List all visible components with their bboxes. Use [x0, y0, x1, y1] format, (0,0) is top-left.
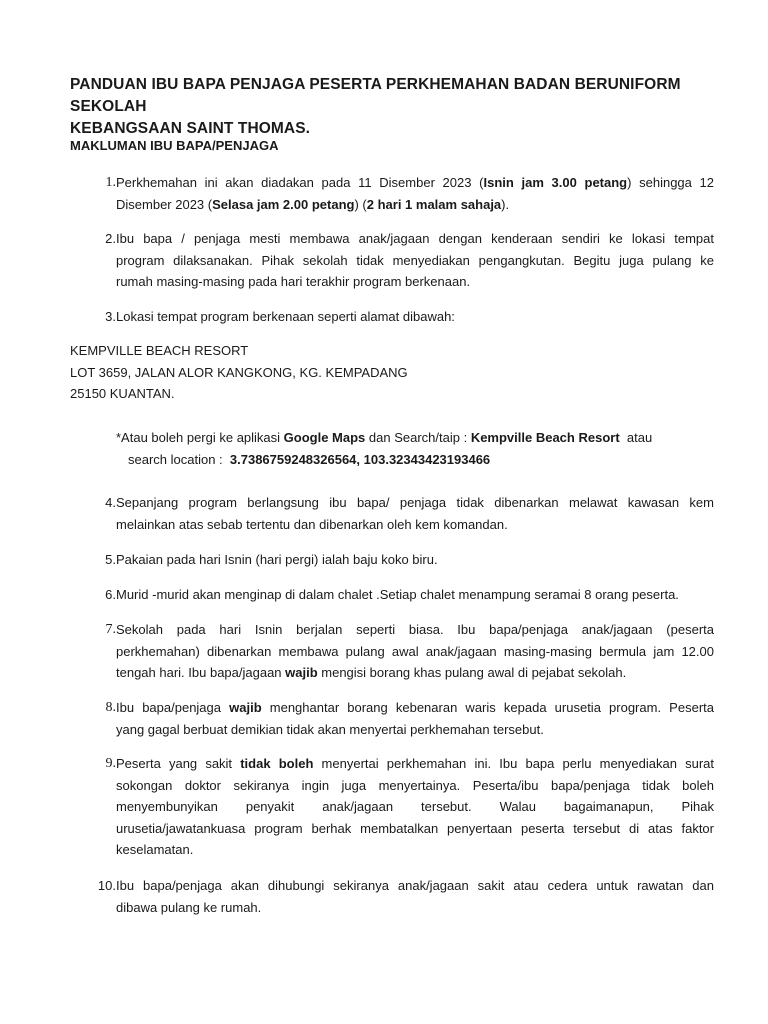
title-line-1: PANDUAN IBU BAPA PENJAGA PESERTA PERKHEMAHAN BADAN BERUNIFORM SEKOLAH [70, 76, 681, 115]
section-heading: MAKLUMAN IBU BAPA/PENJAGA [70, 138, 279, 153]
list-item-10 [70, 875, 714, 918]
note-line-1: *Atau boleh pergi ke aplikasi Google Maps dan Search/taip : Kempville Beach Resort atau [116, 430, 653, 445]
emphasis-text: wajib [285, 665, 318, 680]
emphasis-text: Kempville Beach Resort [470, 430, 620, 445]
item-text: Sepanjang program berlangsung ibu bapa/ penjaga tidak dibenarkan melawat kawasan kem melainkan atas sebab tertentu dan dibenarkan oleh kem komandan. [116, 495, 714, 532]
location-note [116, 427, 652, 471]
title-line-2: KEBANGSAAN SAINT THOMAS. [70, 120, 311, 137]
document-title [70, 74, 720, 140]
list-item-2 [70, 228, 714, 293]
address-line-2: LOT 3659, JALAN ALOR KANGKONG, KG. KEMPADANG [70, 364, 408, 380]
list-item-4 [70, 492, 714, 535]
emphasis-text: wajib [229, 700, 262, 715]
address-line-3: 25150 KUANTAN. [70, 386, 175, 401]
gps-coordinates: 3.7386759248326564, 103.32343423193466 [229, 452, 491, 467]
item-number: 2. [105, 231, 116, 246]
item-number: 4. [105, 495, 116, 510]
note-line-2: search location : 3.7386759248326564, 103.32343423193466 [128, 452, 491, 467]
item-text: Lokasi tempat program berkenaan seperti alamat dibawah: [116, 309, 455, 324]
item-text: Perkhemahan ini akan diadakan pada 11 Disember 2023 (Isnin jam 3.00 petang) sehingga 12 Disember 2023 (Selasa jam 2.00 petang) (2 hari 1 malam sahaja). [116, 175, 715, 212]
emphasis-text: 2 hari 1 malam sahaja [366, 196, 502, 212]
item-text: Ibu bapa/penjaga wajib menghantar borang kebenaran waris kepada urusetia program. Peserta yang gagal berbuat demikian tidak akan menyertai perkhemahan tersebut. [116, 700, 714, 737]
list-item-8 [70, 697, 714, 740]
emphasis-text: Selasa jam 2.00 petang [212, 196, 355, 212]
item-number: 8. [105, 700, 116, 715]
item-number: 6. [105, 587, 116, 602]
emphasis-text: Google Maps [283, 430, 366, 445]
item-text: Ibu bapa / penjaga mesti membawa anak/jagaan dengan kenderaan sendiri ke lokasi tempat program dilaksanakan. Pihak sekolah tidak menyediakan pengangkutan. Begitu juga pulang ke rumah masing-masing pada hari terakhir program berkenaan. [116, 231, 714, 289]
list-item-7 [70, 619, 714, 684]
emphasis-text: tidak boleh [240, 756, 314, 771]
list-item-9 [70, 753, 714, 861]
item-number: 10. [97, 878, 116, 893]
item-text: Ibu bapa/penjaga akan dihubungi sekiranya anak/jagaan sakit atau cedera untuk rawatan dan dibawa pulang ke rumah. [116, 878, 714, 915]
list-item-3 [70, 306, 714, 328]
address-block [70, 340, 408, 405]
item-text: Pakaian pada hari Isnin (hari pergi) ialah baju koko biru. [116, 552, 438, 567]
list-item-1 [70, 172, 714, 215]
item-number: 5. [105, 552, 116, 567]
item-number: 7. [105, 622, 116, 637]
item-text: Peserta yang sakit tidak boleh menyertai perkhemahan ini. Ibu bapa perlu menyediakan surat sokongan doktor sekiranya ingin juga menyertainya. Peserta/ibu bapa/penjaga tidak boleh menyembunyikan penyakit anak/jagaan tersebut. Walau bagaimanapun, Pihak urusetia/jawatankuasa program berhak membatalkan penyertaan peserta tersebut di atas faktor keselamatan. [116, 756, 715, 857]
item-text: Sekolah pada hari Isnin berjalan seperti biasa. Ibu bapa/penjaga anak/jagaan (peserta perkhemahan) dibenarkan membawa pulang awal anak/jagaan masing-masing bermula jam 12.00 tengah hari. Ibu bapa/jagaan wajib mengisi borang khas pulang awal di pejabat sekolah. [116, 622, 714, 680]
item-number: 3. [105, 309, 116, 324]
item-text: Murid -murid akan menginap di dalam chalet .Setiap chalet menampung seramai 8 orang peserta. [116, 587, 679, 602]
item-number: 1. [105, 175, 116, 190]
emphasis-text: Isnin jam 3.00 petang [483, 175, 628, 190]
list-item-6 [70, 584, 714, 606]
item-number: 9. [105, 756, 116, 771]
list-item-5 [70, 549, 714, 571]
address-line-1: KEMPVILLE BEACH RESORT [70, 343, 249, 358]
